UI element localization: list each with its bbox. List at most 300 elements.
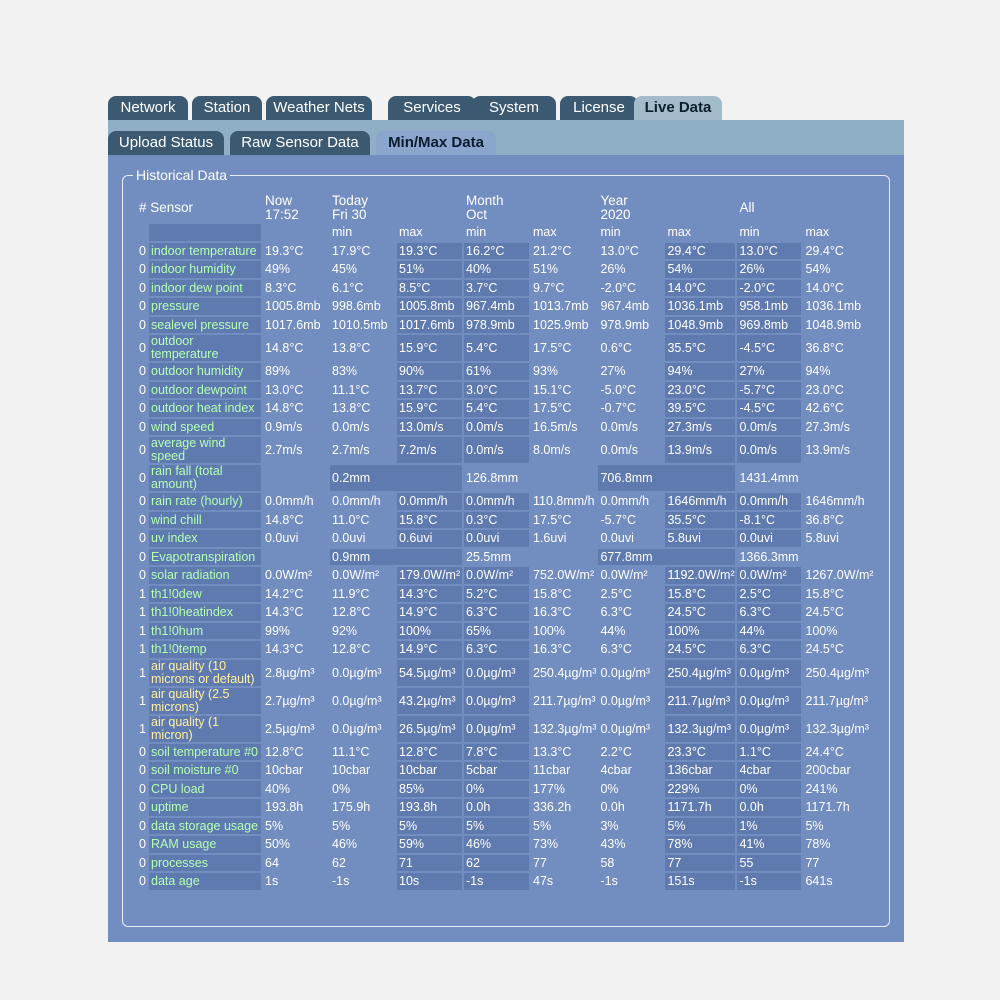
all-total: 1431.4mm — [739, 471, 799, 485]
month-min: 0.0m/s — [464, 437, 529, 463]
year-max: 77 — [665, 855, 735, 872]
now-value: 99% — [265, 623, 291, 638]
now-value: 89% — [265, 364, 291, 379]
now-value: 14.3°C — [265, 642, 304, 657]
today-min: 175.9h — [332, 800, 371, 815]
today-min: 11.1°C — [332, 744, 370, 759]
main-tab-bar — [108, 96, 904, 120]
today-min: 6.1°C — [332, 280, 364, 295]
today-min: 83% — [332, 364, 358, 379]
sensor-index: 0 — [139, 364, 146, 379]
year-max: 23.3°C — [665, 744, 735, 761]
sensor-index: 0 — [139, 568, 146, 583]
now-value: 50% — [265, 837, 291, 852]
year-total: 706.8mm — [598, 465, 735, 491]
month-max: 51% — [533, 262, 559, 277]
today-max: 26.5µg/m³ — [397, 716, 462, 742]
month-max: 47s — [533, 874, 554, 889]
sensor-name: th1!0hum — [149, 623, 261, 640]
sensor-index: 0 — [139, 494, 146, 509]
now-value: 0.0uvi — [265, 531, 299, 546]
year-min: 13.0°C — [600, 243, 639, 258]
table-row — [137, 400, 874, 417]
today-max: 100% — [397, 623, 462, 640]
all-max: 14.0°C — [805, 280, 844, 295]
all-min: 13.0°C — [737, 243, 801, 260]
year-min: -2.0°C — [600, 280, 637, 295]
table-row — [137, 261, 874, 278]
year-min: -1s — [600, 874, 618, 889]
sensor-name: data age — [149, 873, 261, 890]
sensor-index: 0 — [139, 781, 146, 796]
all-header — [737, 194, 873, 222]
today-min: 5% — [332, 818, 351, 833]
year-max: 1646mm/h — [665, 493, 735, 510]
year-value: 2020 — [600, 207, 631, 222]
now-value: 8.3°C — [265, 280, 297, 295]
all-max: 15.8°C — [805, 586, 844, 601]
today-min: 998.6mb — [332, 299, 381, 314]
today-max: 1017.6mb — [397, 317, 462, 334]
today-min: 46% — [332, 837, 358, 852]
month-min: 0.0m/s — [464, 419, 529, 436]
year-max: 23.0°C — [665, 382, 735, 399]
sensor-index: 1 — [139, 623, 146, 638]
month-min: 61% — [464, 363, 529, 380]
month-min: 3.7°C — [464, 280, 529, 297]
month-max: 13.3°C — [533, 744, 572, 759]
year-min: -5.7°C — [600, 512, 637, 527]
year-max: 24.5°C — [665, 604, 735, 621]
month-max: 15.1°C — [533, 382, 572, 397]
sensor-name: th1!0temp — [149, 641, 261, 658]
all-min: -1s — [737, 873, 801, 890]
now-value: 1017.6mb — [265, 317, 321, 332]
year-max: 27.3m/s — [665, 419, 735, 436]
year-max: 39.5°C — [665, 400, 735, 417]
today-min: 0.0m/s — [332, 419, 370, 434]
table-row — [137, 855, 874, 872]
year-min: 2.5°C — [600, 586, 632, 601]
now-label: Now — [265, 194, 293, 208]
month-min: 0.0W/m² — [464, 567, 529, 584]
min-label: min — [332, 225, 353, 240]
sensor-index: 0 — [139, 837, 146, 852]
sensor-index: 0 — [139, 243, 146, 258]
today-min: -1s — [332, 874, 350, 889]
sensor-header-label: Sensor — [150, 200, 194, 215]
all-max: 27.3m/s — [805, 419, 850, 434]
sensor-index: 0 — [139, 874, 146, 889]
all-max: 1267.0W/m² — [805, 568, 874, 583]
today-header — [330, 194, 462, 222]
today-max: 7.2m/s — [397, 437, 462, 463]
year-min: -0.7°C — [600, 401, 637, 416]
all-min: 0.0m/s — [737, 419, 801, 436]
blank-cell — [149, 224, 261, 241]
all-min: 0.0µg/m³ — [737, 716, 801, 742]
sensor-name: air quality (2.5 microns) — [149, 688, 261, 714]
table-row — [137, 762, 874, 779]
all-min: -4.5°C — [737, 335, 801, 361]
sensor-name: uv index — [149, 530, 261, 547]
table-row — [137, 873, 874, 890]
today-max: 13.7°C — [397, 382, 462, 399]
month-max: 1013.7mb — [533, 299, 589, 314]
tab-live-data[interactable]: Live Data — [634, 96, 722, 120]
tab-system[interactable]: System — [472, 96, 556, 120]
sensor-index: 0 — [139, 855, 146, 870]
subtab-raw-sensor-data[interactable]: Raw Sensor Data — [230, 131, 370, 155]
all-min: 0.0W/m² — [737, 567, 801, 584]
table-row — [137, 781, 874, 798]
month-min: 5.2°C — [464, 586, 529, 603]
year-min: 0% — [600, 781, 619, 796]
sensor-index: 0 — [139, 299, 146, 314]
all-max: 132.3µg/m³ — [805, 721, 869, 736]
today-date: Fri 30 — [332, 207, 367, 222]
year-max: 211.7µg/m³ — [665, 688, 735, 714]
today-min: 10cbar — [332, 763, 371, 778]
all-min: 1% — [737, 818, 801, 835]
year-min: 978.9mb — [600, 317, 650, 332]
now-value: 1005.8mb — [265, 299, 321, 314]
today-max: 19.3°C — [397, 243, 462, 260]
table-row — [137, 567, 874, 584]
subtab-upload-status[interactable]: Upload Status — [108, 131, 224, 155]
year-header — [598, 194, 735, 222]
year-min: 967.4mb — [600, 299, 650, 314]
header-row — [137, 194, 874, 222]
sensor-name: indoor temperature — [149, 243, 261, 260]
table-row — [137, 512, 874, 529]
sensor-index: 1 — [139, 693, 146, 708]
month-min: 65% — [464, 623, 529, 640]
now-value — [263, 465, 328, 491]
year-min: 0.0µg/m³ — [600, 693, 651, 708]
month-label: Month — [466, 194, 504, 208]
all-min: -2.0°C — [737, 280, 801, 297]
table-row — [137, 744, 874, 761]
year-min: 0.0µg/m³ — [600, 665, 651, 680]
all-max: 94% — [805, 364, 831, 379]
all-max: 42.6°C — [805, 401, 844, 416]
today-total: 0.2mm — [330, 465, 462, 491]
today-max: 15.8°C — [397, 512, 462, 529]
all-max: 1048.9mb — [805, 317, 862, 332]
year-max: 5% — [665, 818, 735, 835]
now-value: 14.3°C — [265, 605, 304, 620]
year-min: 27% — [600, 364, 626, 379]
month-header — [464, 194, 596, 222]
sensor-index: 0 — [139, 744, 146, 759]
table-row — [137, 799, 874, 816]
year-min: 0.0m/s — [600, 419, 638, 434]
sensor-name: data storage usage — [149, 818, 261, 835]
all-max: 5.8uvi — [805, 531, 839, 546]
today-min: 0% — [332, 781, 351, 796]
year-min: 3% — [600, 818, 619, 833]
tab-services[interactable]: Services — [388, 96, 476, 120]
today-min: 11.9°C — [332, 586, 370, 601]
table-row — [137, 363, 874, 380]
today-min: 13.8°C — [332, 341, 371, 355]
year-max: 1036.1mb — [665, 298, 735, 315]
month-min: 40% — [464, 261, 529, 278]
month-min: 0.0µg/m³ — [464, 716, 529, 742]
all-min: 0.0m/s — [737, 437, 801, 463]
section-title: Historical Data — [133, 166, 230, 184]
year-min: 0.0uvi — [600, 531, 634, 546]
sensor-name: outdoor heat index — [149, 400, 261, 417]
month-max: 100% — [533, 623, 565, 638]
all-min: 55 — [737, 855, 801, 872]
sensor-name: rain fall (total amount) — [149, 465, 261, 491]
today-max: 8.5°C — [397, 280, 462, 297]
all-min: -4.5°C — [737, 400, 801, 417]
year-min: 0.0µg/m³ — [600, 721, 651, 736]
all-min: 2.5°C — [737, 586, 801, 603]
sensor-index: 0 — [139, 818, 146, 833]
month-min: 16.2°C — [464, 243, 529, 260]
month-max: 250.4µg/m³ — [533, 665, 597, 680]
today-min: 2.7m/s — [332, 443, 370, 457]
all-max: 24.5°C — [805, 642, 844, 657]
year-max: 1171.7h — [665, 799, 735, 816]
today-min: 0.0uvi — [332, 531, 366, 546]
month-max: 8.0m/s — [533, 443, 571, 457]
month-min: 978.9mb — [464, 317, 529, 334]
all-max: 54% — [805, 262, 831, 277]
tab-network[interactable]: Network — [108, 96, 188, 120]
tab-weather-nets[interactable]: Weather Nets — [266, 96, 372, 120]
now-value: 0.0mm/h — [265, 494, 314, 509]
year-max: 100% — [665, 623, 735, 640]
sensor-index: 1 — [139, 665, 146, 680]
year-min: 4cbar — [600, 763, 632, 778]
year-max: 229% — [665, 781, 735, 798]
sensor-index: 0 — [139, 512, 146, 527]
sensor-index: 0 — [139, 443, 146, 457]
tab-station[interactable]: Station — [192, 96, 262, 120]
sensor-name: wind speed — [149, 419, 261, 436]
all-max: 1646mm/h — [805, 494, 865, 509]
all-max: 23.0°C — [805, 382, 844, 397]
sensor-name: th1!0heatindex — [149, 604, 261, 621]
sensor-name: outdoor temperature — [149, 335, 261, 361]
blank-cell — [137, 224, 147, 241]
table-row — [137, 604, 874, 621]
today-max: 13.0m/s — [397, 419, 462, 436]
year-max: 13.9m/s — [665, 437, 735, 463]
max-label: max — [805, 225, 830, 240]
year-min: 58 — [600, 855, 615, 870]
year-max: 1048.9mb — [665, 317, 735, 334]
month-max: 132.3µg/m³ — [533, 721, 597, 736]
month-max: 336.2h — [533, 800, 572, 815]
now-value: 14.8°C — [265, 341, 304, 355]
all-max: 29.4°C — [805, 243, 844, 258]
sensor-name: indoor dew point — [149, 280, 261, 297]
year-min: 2.2°C — [600, 744, 632, 759]
month-min: 7.8°C — [464, 744, 529, 761]
sensor-index: 0 — [139, 800, 146, 815]
all-max: 241% — [805, 781, 838, 796]
all-max: 24.5°C — [805, 605, 844, 620]
year-min: -5.0°C — [600, 382, 637, 397]
min-label: min — [739, 225, 760, 240]
all-min: 0% — [737, 781, 801, 798]
now-value: 14.2°C — [265, 586, 304, 601]
today-max: 15.9°C — [397, 400, 462, 417]
year-max: 35.5°C — [665, 512, 735, 529]
sensor-index: 0 — [139, 317, 146, 332]
table-row — [137, 641, 874, 658]
year-max: 29.4°C — [665, 243, 735, 260]
month-min: 3.0°C — [464, 382, 529, 399]
now-value: 193.8h — [265, 800, 304, 815]
today-min: 11.1°C — [332, 382, 370, 397]
sensor-index: 0 — [139, 549, 146, 564]
year-max: 14.0°C — [665, 280, 735, 297]
sensor-index: 0 — [139, 280, 146, 295]
now-value: 14.8°C — [265, 512, 304, 527]
year-min: 26% — [600, 262, 626, 277]
table-row — [137, 836, 874, 853]
now-value: 19.3°C — [265, 243, 304, 258]
now-value: 2.7µg/m³ — [265, 693, 315, 708]
month-max: 21.2°C — [533, 243, 572, 258]
all-min: 0.0µg/m³ — [737, 688, 801, 714]
today-min: 45% — [332, 262, 358, 277]
today-max: 43.2µg/m³ — [397, 688, 462, 714]
year-max: 250.4µg/m³ — [665, 660, 735, 686]
month-max: 752.0W/m² — [533, 568, 595, 583]
year-min: 0.0m/s — [600, 443, 638, 457]
sensor-index: 0 — [139, 531, 146, 546]
month-min: 46% — [464, 836, 529, 853]
year-min: 0.6°C — [600, 341, 632, 355]
now-header — [263, 194, 328, 222]
blank-cell — [263, 224, 328, 241]
month-max: 9.7°C — [533, 280, 565, 295]
sensor-name: solar radiation — [149, 567, 261, 584]
now-value: 40% — [265, 781, 291, 796]
table-row — [137, 419, 874, 436]
now-value: 49% — [265, 262, 291, 277]
today-max: 85% — [397, 781, 462, 798]
month-min: 5cbar — [464, 762, 529, 779]
minmax-table — [135, 192, 876, 892]
table-row — [137, 818, 874, 835]
sensor-index: 1 — [139, 721, 146, 736]
all-min: 0.0uvi — [737, 530, 801, 547]
today-min: 0.0µg/m³ — [332, 693, 382, 708]
table-row — [137, 586, 874, 603]
tab-license[interactable]: License — [560, 96, 638, 120]
today-max: 54.5µg/m³ — [397, 660, 462, 686]
now-value: 64 — [265, 855, 279, 870]
now-value: 14.8°C — [265, 401, 304, 416]
month-max: 16.3°C — [533, 642, 572, 657]
month-max: 93% — [533, 364, 559, 379]
all-min: 0.0µg/m³ — [737, 660, 801, 686]
today-max: 179.0W/m² — [399, 568, 461, 583]
all-total: 1366.3mm — [739, 549, 799, 564]
all-min: 41% — [737, 836, 801, 853]
sensor-name: pressure — [149, 298, 261, 315]
year-max: 94% — [665, 363, 735, 380]
today-min: 12.8°C — [332, 642, 371, 657]
month-name: Oct — [466, 207, 488, 222]
sensor-name: soil temperature #0 — [149, 744, 261, 761]
now-value: 10cbar — [265, 763, 304, 778]
year-max: 5.8uvi — [665, 530, 735, 547]
table-row — [137, 317, 874, 334]
today-min: 0.0µg/m³ — [332, 665, 382, 680]
year-min: 44% — [600, 623, 626, 638]
all-max: 24.4°C — [805, 744, 844, 759]
all-max: 77 — [805, 855, 820, 870]
now-value: 5% — [265, 818, 284, 833]
month-min: 0.0mm/h — [464, 493, 529, 510]
table-row — [137, 298, 874, 315]
sensor-index: 0 — [139, 262, 146, 277]
all-min: 44% — [737, 623, 801, 640]
all-max: 78% — [805, 837, 831, 852]
now-time: 17:52 — [265, 207, 299, 222]
table-row — [137, 465, 874, 491]
all-min: 0.0h — [737, 799, 801, 816]
min-label: min — [600, 225, 621, 240]
all-min: -8.1°C — [737, 512, 801, 529]
sensor-name: air quality (10 microns or default) — [149, 660, 261, 686]
now-value: 2.8µg/m³ — [265, 665, 315, 680]
today-max: 51% — [397, 261, 462, 278]
today-max: 0.6uvi — [397, 530, 462, 547]
all-min: 6.3°C — [737, 641, 801, 658]
max-label: max — [667, 225, 692, 240]
table-row — [137, 493, 874, 510]
all-max: 641s — [805, 874, 833, 889]
today-max: 14.3°C — [397, 586, 462, 603]
month-min: 5% — [464, 818, 529, 835]
subtab-min-max-data[interactable]: Min/Max Data — [376, 131, 496, 155]
today-min: 12.8°C — [332, 605, 371, 620]
all-min: 1.1°C — [737, 744, 801, 761]
month-max: 110.8mm/h — [533, 494, 595, 509]
month-max: 17.5°C — [533, 512, 572, 527]
sensor-index: 0 — [139, 763, 146, 778]
sensor-name: RAM usage — [149, 836, 261, 853]
today-max: 10cbar — [397, 762, 462, 779]
month-min: 0.0h — [464, 799, 529, 816]
year-max: 54% — [665, 261, 735, 278]
today-max: 59% — [397, 836, 462, 853]
table-row — [137, 243, 874, 260]
month-min: 967.4mb — [464, 298, 529, 315]
now-value: 1s — [265, 874, 279, 889]
today-max: 71 — [397, 855, 462, 872]
sensor-index: 1 — [139, 586, 146, 601]
month-min: 5.4°C — [464, 400, 529, 417]
month-total: 25.5mm — [466, 549, 512, 564]
today-min: 11.0°C — [332, 512, 370, 527]
year-max: 78% — [665, 836, 735, 853]
table-row — [137, 530, 874, 547]
max-label: max — [399, 225, 423, 240]
year-total: 677.8mm — [598, 549, 735, 566]
